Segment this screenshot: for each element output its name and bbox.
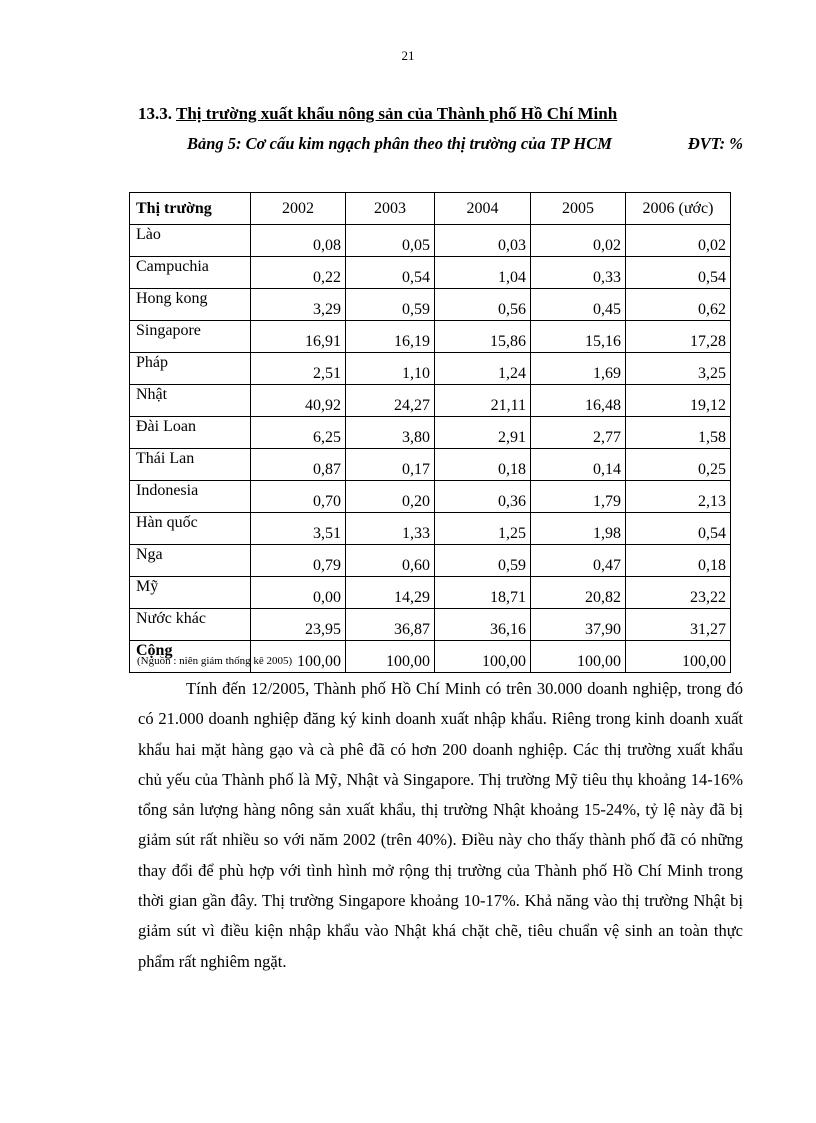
value-cell: 0,54: [626, 257, 731, 289]
value-cell: 0,56: [435, 289, 531, 321]
value-cell: 2,13: [626, 481, 731, 513]
table-row: [130, 513, 731, 545]
value-cell: 100,00: [531, 641, 626, 673]
value-cell: 15,16: [531, 321, 626, 353]
value-cell: 1,98: [531, 513, 626, 545]
header-market: Thị trường: [130, 193, 251, 225]
value-cell: 1,24: [435, 353, 531, 385]
value-cell: 0,18: [626, 545, 731, 577]
table-row: [130, 385, 731, 417]
value-cell: 0,47: [531, 545, 626, 577]
value-cell: 16,48: [531, 385, 626, 417]
value-cell: 1,10: [346, 353, 435, 385]
value-cell: 3,25: [626, 353, 731, 385]
value-cell: 36,87: [346, 609, 435, 641]
value-cell: 2,77: [531, 417, 626, 449]
market-name-cell: Mỹ: [130, 577, 251, 609]
header-year: 2003: [346, 193, 435, 225]
table-row: [130, 257, 731, 289]
value-cell: 23,95: [251, 609, 346, 641]
section-number: 13.3.: [138, 104, 172, 123]
table-unit: ĐVT: %: [687, 134, 743, 153]
market-name-cell: Campuchia: [130, 257, 251, 289]
value-cell: 23,22: [626, 577, 731, 609]
value-cell: 24,27: [346, 385, 435, 417]
value-cell: 0,59: [346, 289, 435, 321]
value-cell: 0,08: [251, 225, 346, 257]
value-cell: 18,71: [435, 577, 531, 609]
market-name-cell: Singapore: [130, 321, 251, 353]
market-name-cell: Đài Loan: [130, 417, 251, 449]
value-cell: 1,69: [531, 353, 626, 385]
value-cell: 15,86: [435, 321, 531, 353]
value-cell: 0,02: [531, 225, 626, 257]
table-row: [130, 481, 731, 513]
value-cell: 36,16: [435, 609, 531, 641]
market-name-cell: Nước khác: [130, 609, 251, 641]
value-cell: 1,33: [346, 513, 435, 545]
value-cell: 0,14: [531, 449, 626, 481]
value-cell: 16,19: [346, 321, 435, 353]
value-cell: 0,25: [626, 449, 731, 481]
table-source-note: (Nguồn : niên giám thống kê 2005): [137, 655, 293, 667]
value-cell: 0,22: [251, 257, 346, 289]
market-name-cell: Nhật: [130, 385, 251, 417]
value-cell: 0,20: [346, 481, 435, 513]
value-cell: 0,79: [251, 545, 346, 577]
value-cell: 1,04: [435, 257, 531, 289]
value-cell: 100,00: [251, 641, 346, 673]
value-cell: 2,51: [251, 353, 346, 385]
value-cell: 20,82: [531, 577, 626, 609]
value-cell: 6,25: [251, 417, 346, 449]
value-cell: 0,70: [251, 481, 346, 513]
value-cell: 0,18: [435, 449, 531, 481]
value-cell: 37,90: [531, 609, 626, 641]
value-cell: 0,03: [435, 225, 531, 257]
table-row: [130, 609, 731, 641]
value-cell: 0,62: [626, 289, 731, 321]
value-cell: 19,12: [626, 385, 731, 417]
page-number: 21: [401, 48, 415, 63]
value-cell: 100,00: [626, 641, 731, 673]
value-cell: 0,02: [626, 225, 731, 257]
section-heading: [138, 104, 617, 124]
value-cell: 0,05: [346, 225, 435, 257]
value-cell: 1,79: [531, 481, 626, 513]
value-cell: 21,11: [435, 385, 531, 417]
value-cell: 1,58: [626, 417, 731, 449]
value-cell: 3,51: [251, 513, 346, 545]
market-name-cell: Cộng: [130, 641, 251, 673]
header-year: 2006 (ước): [626, 193, 731, 225]
value-cell: 31,27: [626, 609, 731, 641]
table-row: [130, 321, 731, 353]
value-cell: 0,60: [346, 545, 435, 577]
value-cell: 1,25: [435, 513, 531, 545]
header-year: 2004: [435, 193, 531, 225]
value-cell: 0,54: [346, 257, 435, 289]
table-row: [130, 353, 731, 385]
table-row: [130, 449, 731, 481]
table-row: [130, 225, 731, 257]
table-header-row: [130, 193, 731, 225]
value-cell: 3,80: [346, 417, 435, 449]
market-name-cell: Thái Lan: [130, 449, 251, 481]
value-cell: 14,29: [346, 577, 435, 609]
value-cell: 3,29: [251, 289, 346, 321]
market-name-cell: Indonesia: [130, 481, 251, 513]
section-title: Thị trường xuất khẩu nông sản của Thành phố Hồ Chí Minh: [176, 104, 618, 123]
table-row: [130, 577, 731, 609]
market-name-cell: Lào: [130, 225, 251, 257]
value-cell: 0,87: [251, 449, 346, 481]
value-cell: 0,36: [435, 481, 531, 513]
market-name-cell: Pháp: [130, 353, 251, 385]
body-paragraph: Tính đến 12/2005, Thành phố Hồ Chí Minh có trên 30.000 doanh nghiệp, trong đó có 21.000 doanh nghiệp đăng ký kinh doanh xuất nhập khẩu. Riêng trong kinh doanh xuất khẩu hai mặt hàng gạo và cà phê đã có hơn 200 doanh nghiệp. Các thị trường xuất khẩu chủ yếu của Thành phố là Mỹ, Nhật và Singapore. Thị trường Mỹ tiêu thụ khoảng 14-16% tổng sản lượng hàng nông sản xuất khẩu, thị trường Nhật khoảng 15-24%, tỷ lệ này đã bị giảm sút rất nhiều so với năm 2002 (trên 40%). Điều này cho thấy thành phố đã có những thay đổi để phù hợp với tình hình mở rộng thị trường của Thành phố Hồ Chí Minh trong thời gian gần đây. Thị trường Singapore khoảng 10-17%. Khả năng vào thị trường Nhật bị giảm sút vì điều kiện nhập khẩu vào Nhật khá chặt chẽ, tiêu chuẩn vệ sinh an toàn thực phẩm rất nghiêm ngặt.: [138, 679, 743, 971]
header-year: 2005: [531, 193, 626, 225]
value-cell: 40,92: [251, 385, 346, 417]
table-row: [130, 289, 731, 321]
table-body: [130, 225, 731, 673]
value-cell: 0,54: [626, 513, 731, 545]
table-caption-text: Bảng 5: Cơ cấu kim ngạch phân theo thị trường của TP HCM: [187, 134, 612, 153]
market-name-cell: Hong kong: [130, 289, 251, 321]
value-cell: 0,17: [346, 449, 435, 481]
value-cell: 0,45: [531, 289, 626, 321]
value-cell: 17,28: [626, 321, 731, 353]
value-cell: 100,00: [346, 641, 435, 673]
value-cell: 2,91: [435, 417, 531, 449]
table-caption: [187, 134, 743, 154]
market-name-cell: Nga: [130, 545, 251, 577]
table-row: [130, 545, 731, 577]
header-year: 2002: [251, 193, 346, 225]
table-row: [130, 417, 731, 449]
value-cell: 16,91: [251, 321, 346, 353]
value-cell: 0,59: [435, 545, 531, 577]
value-cell: 0,33: [531, 257, 626, 289]
market-share-table: [129, 192, 731, 673]
value-cell: 0,00: [251, 577, 346, 609]
market-name-cell: Hàn quốc: [130, 513, 251, 545]
value-cell: 100,00: [435, 641, 531, 673]
